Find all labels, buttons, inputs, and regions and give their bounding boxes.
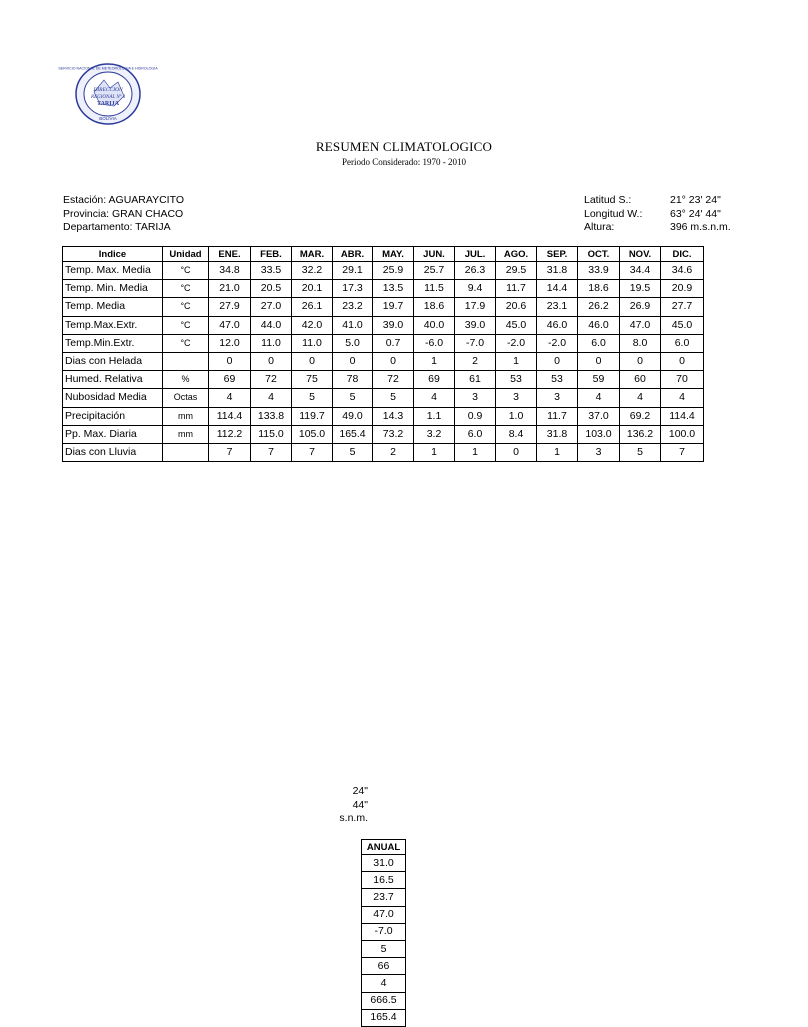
annual-row (362, 992, 406, 1009)
table-cell: 4 (578, 389, 620, 407)
annual-table (361, 839, 406, 1027)
latitude-label: Latitud S.: (584, 194, 632, 206)
table-cell: 0 (578, 352, 620, 370)
annual-cell: -7.0 (362, 923, 406, 940)
table-cell: 1.0 (496, 407, 537, 425)
table-cell: 70 (661, 371, 704, 389)
row-index-label: Dias con Lluvia (63, 443, 163, 461)
annual-row (362, 889, 406, 906)
table-cell: 33.5 (251, 262, 292, 280)
table-cell: -6.0 (414, 334, 455, 352)
longitude-value: 63° 24' 44" (670, 207, 721, 220)
column-header: Unidad (163, 247, 209, 262)
table-cell: 7 (292, 443, 333, 461)
table-cell: 31.8 (537, 262, 578, 280)
table-cell: 0.7 (373, 334, 414, 352)
table-cell: 0 (620, 352, 661, 370)
table-cell: 32.2 (292, 262, 333, 280)
annual-row (362, 958, 406, 975)
document-subtitle: Periodo Considerado: 1970 - 2010 (342, 157, 466, 167)
table-cell: 103.0 (578, 425, 620, 443)
institution-seal-logo (58, 62, 158, 126)
seal-line1: DIRECCION (93, 87, 123, 93)
row-index-label: Humed. Relativa (63, 371, 163, 389)
table-cell: -7.0 (455, 334, 496, 352)
table-cell: 11.5 (414, 280, 455, 298)
annual-row (362, 940, 406, 957)
table-cell: 5 (620, 443, 661, 461)
table-cell: 0 (292, 352, 333, 370)
row-unit: °C (163, 280, 209, 298)
annual-row (362, 872, 406, 889)
overflow-coordinate-fragments (339, 785, 368, 826)
table-cell: 29.1 (333, 262, 373, 280)
table-row (63, 352, 704, 370)
table-cell: 45.0 (661, 316, 704, 334)
table-cell: 34.4 (620, 262, 661, 280)
table-cell: 49.0 (333, 407, 373, 425)
table-cell: 6.0 (578, 334, 620, 352)
table-cell: -2.0 (496, 334, 537, 352)
row-unit: °C (163, 334, 209, 352)
table-row (63, 425, 704, 443)
row-unit: mm (163, 425, 209, 443)
table-cell: 0 (251, 352, 292, 370)
table-cell: 1.1 (414, 407, 455, 425)
table-cell: 46.0 (578, 316, 620, 334)
annual-cell: 165.4 (362, 1009, 406, 1026)
table-cell: 1 (414, 443, 455, 461)
table-cell: 19.5 (620, 280, 661, 298)
row-index-label: Precipitación (63, 407, 163, 425)
column-header: MAR. (292, 247, 333, 262)
annual-cell: 4 (362, 975, 406, 992)
row-unit: °C (163, 262, 209, 280)
latitude-value: 21° 23' 24" (670, 194, 721, 206)
table-cell: 45.0 (496, 316, 537, 334)
table-cell: 39.0 (373, 316, 414, 334)
table-cell: 4 (620, 389, 661, 407)
document-title: RESUMEN CLIMATOLOGICO (315, 139, 493, 154)
table-cell: 4 (209, 389, 251, 407)
table-cell: 12.0 (209, 334, 251, 352)
table-cell: 2 (373, 443, 414, 461)
table-cell: 23.2 (333, 298, 373, 316)
table-cell: 7 (661, 443, 704, 461)
table-cell: 20.9 (661, 280, 704, 298)
table-cell: 61 (455, 371, 496, 389)
table-cell: 114.4 (661, 407, 704, 425)
table-cell: 0 (496, 443, 537, 461)
row-index-label: Temp. Media (63, 298, 163, 316)
station-province: Provincia: GRAN CHACO (63, 207, 184, 220)
table-cell: 20.1 (292, 280, 333, 298)
table-cell: 69.2 (620, 407, 661, 425)
table-cell: 23.1 (537, 298, 578, 316)
annual-cell: 47.0 (362, 906, 406, 923)
column-header: Indice (63, 247, 163, 262)
table-cell: 0 (661, 352, 704, 370)
table-cell: 105.0 (292, 425, 333, 443)
table-cell: 34.6 (661, 262, 704, 280)
table-header-row (63, 247, 704, 262)
table-cell: 119.7 (292, 407, 333, 425)
table-cell: 34.8 (209, 262, 251, 280)
table-cell: 26.9 (620, 298, 661, 316)
table-cell: 3 (455, 389, 496, 407)
table-cell: 13.5 (373, 280, 414, 298)
annual-row (362, 975, 406, 992)
row-unit: °C (163, 298, 209, 316)
table-cell: 47.0 (209, 316, 251, 334)
coordinates-values (670, 194, 768, 235)
table-cell: 31.8 (537, 425, 578, 443)
table-cell: 0 (537, 352, 578, 370)
row-index-label: Temp. Max. Media (63, 262, 163, 280)
table-cell: 27.7 (661, 298, 704, 316)
annual-cell: 16.5 (362, 872, 406, 889)
table-cell: 112.2 (209, 425, 251, 443)
table-cell: 60 (620, 371, 661, 389)
column-header: JUL. (455, 247, 496, 262)
annual-cell: 66 (362, 958, 406, 975)
column-header: MAY. (373, 247, 414, 262)
table-cell: 18.6 (414, 298, 455, 316)
table-cell: 8.0 (620, 334, 661, 352)
altitude-value: 396 m.s.n.m. (670, 221, 731, 233)
table-cell: 4 (414, 389, 455, 407)
table-cell: 11.0 (251, 334, 292, 352)
table-cell: 133.8 (251, 407, 292, 425)
table-cell: 3 (537, 389, 578, 407)
column-header: JUN. (414, 247, 455, 262)
table-cell: 73.2 (373, 425, 414, 443)
table-cell: 1 (414, 352, 455, 370)
table-cell: 26.3 (455, 262, 496, 280)
table-cell: 4 (251, 389, 292, 407)
table-cell: 1 (455, 443, 496, 461)
table-cell: 0 (209, 352, 251, 370)
column-header: SEP. (537, 247, 578, 262)
seal-top: SERVICIO NACIONAL DE METEOROLOGIA E HIDROLOGIA (58, 66, 158, 71)
table-cell: 2 (455, 352, 496, 370)
table-cell: 7 (209, 443, 251, 461)
column-header: OCT. (578, 247, 620, 262)
seal-bottom: BOLIVIA (99, 116, 117, 121)
table-row (63, 298, 704, 316)
altitude-label: Altura: (584, 221, 615, 233)
table-cell: 0 (333, 352, 373, 370)
annual-header: ANUAL (362, 840, 406, 855)
table-cell: 27.9 (209, 298, 251, 316)
annual-row (362, 855, 406, 872)
table-cell: 0.9 (455, 407, 496, 425)
table-cell: 0 (373, 352, 414, 370)
row-unit: mm (163, 407, 209, 425)
column-header: ABR. (333, 247, 373, 262)
table-cell: 29.5 (496, 262, 537, 280)
table-cell: 18.6 (578, 280, 620, 298)
table-cell: 7 (251, 443, 292, 461)
table-cell: 11.7 (537, 407, 578, 425)
table-cell: 1 (537, 443, 578, 461)
table-cell: 3 (578, 443, 620, 461)
table-cell: 26.2 (578, 298, 620, 316)
row-unit: °C (163, 316, 209, 334)
column-header: FEB. (251, 247, 292, 262)
coordinates-labels (584, 194, 642, 235)
table-cell: 53 (496, 371, 537, 389)
table-cell: 37.0 (578, 407, 620, 425)
annual-row (362, 923, 406, 940)
table-cell: 75 (292, 371, 333, 389)
table-cell: 25.7 (414, 262, 455, 280)
annual-cell: 666.5 (362, 992, 406, 1009)
table-cell: 4 (661, 389, 704, 407)
table-cell: 5 (333, 443, 373, 461)
table-cell: 27.0 (251, 298, 292, 316)
column-header: AGO. (496, 247, 537, 262)
table-cell: 6.0 (455, 425, 496, 443)
table-cell: 39.0 (455, 316, 496, 334)
table-cell: 42.0 (292, 316, 333, 334)
table-cell: 3 (496, 389, 537, 407)
table-cell: 3.2 (414, 425, 455, 443)
table-cell: 165.4 (333, 425, 373, 443)
table-cell: 17.3 (333, 280, 373, 298)
row-index-label: Temp.Max.Extr. (63, 316, 163, 334)
table-cell: 5 (292, 389, 333, 407)
row-index-label: Pp. Max. Diaria (63, 425, 163, 443)
table-row (63, 280, 704, 298)
table-cell: 46.0 (537, 316, 578, 334)
table-cell: 20.5 (251, 280, 292, 298)
table-row (63, 389, 704, 407)
table-row (63, 334, 704, 352)
table-cell: 69 (209, 371, 251, 389)
table-cell: 136.2 (620, 425, 661, 443)
station-info (63, 194, 184, 235)
row-index-label: Nubosidad Media (63, 389, 163, 407)
table-cell: 20.6 (496, 298, 537, 316)
table-cell: 5 (373, 389, 414, 407)
table-cell: 11.0 (292, 334, 333, 352)
table-row (63, 371, 704, 389)
table-cell: 72 (373, 371, 414, 389)
table-cell: -2.0 (537, 334, 578, 352)
fragment-altitude: s.n.m. (339, 812, 368, 824)
climate-summary-table (62, 246, 704, 462)
table-cell: 115.0 (251, 425, 292, 443)
annual-cell: 5 (362, 940, 406, 957)
station-department: Departamento: TARIJA (63, 221, 171, 233)
column-header: NOV. (620, 247, 661, 262)
annual-row (362, 906, 406, 923)
row-index-label: Temp.Min.Extr. (63, 334, 163, 352)
table-cell: 33.9 (578, 262, 620, 280)
table-cell: 14.4 (537, 280, 578, 298)
table-cell: 11.7 (496, 280, 537, 298)
annual-row (362, 1009, 406, 1026)
table-row (63, 443, 704, 461)
table-cell: 41.0 (333, 316, 373, 334)
table-cell: 100.0 (661, 425, 704, 443)
seal-line3: TARIJA (97, 101, 119, 107)
longitude-label: Longitud W.: (584, 207, 643, 220)
table-cell: 26.1 (292, 298, 333, 316)
table-cell: 78 (333, 371, 373, 389)
row-unit (163, 352, 209, 370)
table-cell: 47.0 (620, 316, 661, 334)
table-cell: 25.9 (373, 262, 414, 280)
table-cell: 69 (414, 371, 455, 389)
table-cell: 72 (251, 371, 292, 389)
table-cell: 17.9 (455, 298, 496, 316)
table-cell: 6.0 (661, 334, 704, 352)
row-index-label: Temp. Min. Media (63, 280, 163, 298)
station-name: Estación: AGUARAYCITO (63, 194, 184, 206)
table-cell: 5.0 (333, 334, 373, 352)
table-row (63, 407, 704, 425)
row-unit (163, 443, 209, 461)
column-header: ENE. (209, 247, 251, 262)
table-cell: 21.0 (209, 280, 251, 298)
row-index-label: Dias con Helada (63, 352, 163, 370)
table-cell: 44.0 (251, 316, 292, 334)
table-cell: 19.7 (373, 298, 414, 316)
row-unit: % (163, 371, 209, 389)
annual-cell: 23.7 (362, 889, 406, 906)
table-cell: 9.4 (455, 280, 496, 298)
row-unit: Octas (163, 389, 209, 407)
table-cell: 5 (333, 389, 373, 407)
table-cell: 14.3 (373, 407, 414, 425)
table-cell: 59 (578, 371, 620, 389)
table-cell: 53 (537, 371, 578, 389)
table-cell: 40.0 (414, 316, 455, 334)
annual-cell: 31.0 (362, 855, 406, 872)
column-header: DIC. (661, 247, 704, 262)
table-cell: 1 (496, 352, 537, 370)
table-row (63, 316, 704, 334)
seal-line2: REGIONAL Nº 4 (91, 95, 125, 100)
fragment-latitude: 24" (352, 785, 368, 797)
table-row (63, 262, 704, 280)
table-cell: 8.4 (496, 425, 537, 443)
table-cell: 114.4 (209, 407, 251, 425)
fragment-longitude: 44" (352, 798, 368, 811)
